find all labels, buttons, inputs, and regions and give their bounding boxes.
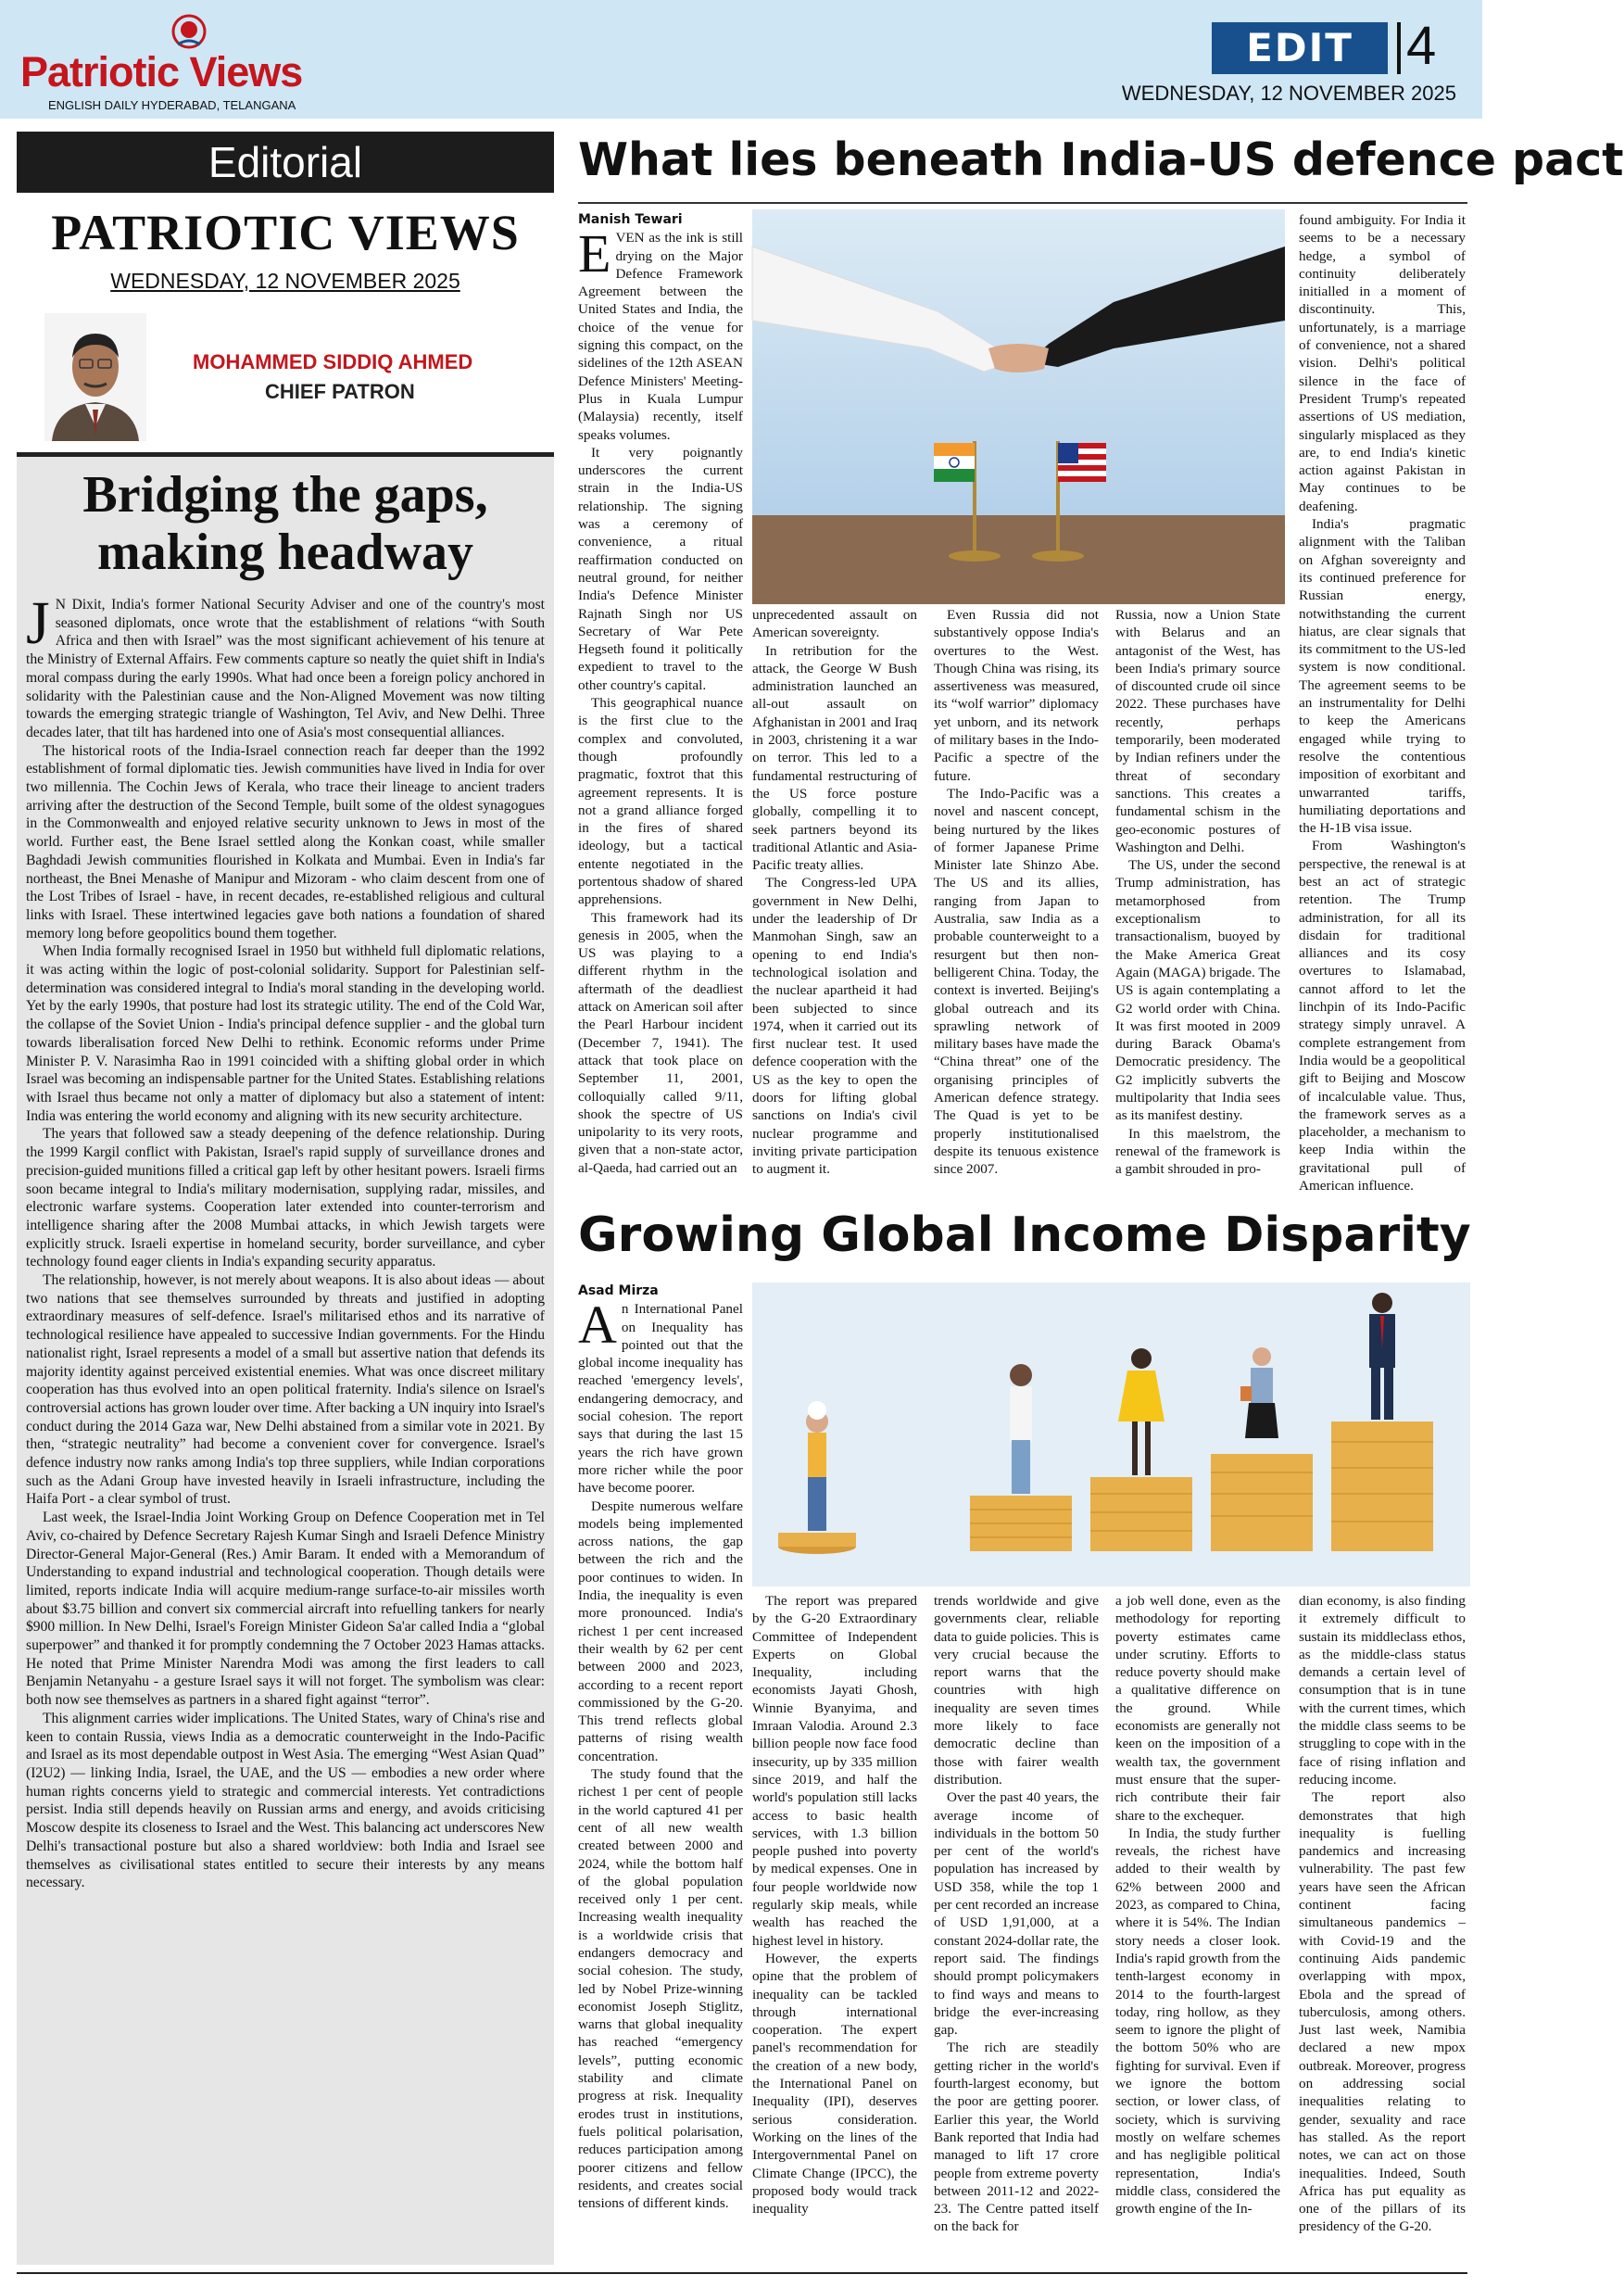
- article1-paragraph: Even Russia did not substantively oppose India's overtures to the West. Though China was rising, its assertiveness was measured, its “wolf warrior” diplomacy yet unborn, and its network of military bases in the Indo-Pacific a spectre of the future.: [934, 607, 1099, 784]
- article1-paragraph: India's pragmatic alignment with the Taliban on Afghan sovereignty and its continued preference for Russian energy, notwithstanding the current hiatus, are clear signals that its commitment to the US-led system is now conditional. The agreement seems to be an instrumentality for Delhi to keep the Americans engaged while trying to resolve the contentious imposition of exorbitant and unwarranted tariffs, humiliating deportations and the H-1B visa issue.: [1299, 516, 1466, 837]
- logo[interactable]: [20, 13, 326, 112]
- editorial-paragraph: Last week, the Israel-India Joint Working Group on Defence Cooperation met in Tel Aviv, co-chaired by Defence Secretary Rajesh Kumar Singh and Israeli Defence Ministry Director-General Major-General (Res.) Amir Baram. It ended with a Memorandum of Understanding to expand industrial and technological cooperation. Though details were limited, reports indicate India will acquire medium-range surface-to-air missiles worth about $3.75 billion and convert six commercial aircraft into refuelling tankers for nearly $900 million. In New Delhi, Israel's Foreign Minister Gideon Sa'ar called India a “global superpower” and thanked it for promptly condemning the 7 October 2023 Hamas attacks. He noted that Prime Minister Narendra Modi was among the first leaders to call Benjamin Netanyahu - a gesture Israel says it will not forget. The symbolism was clear: both now see themselves as partners in a shared fight against “terror”.: [26, 1510, 545, 1709]
- editorial-paragraph: This alignment carries wider implications. The United States, wary of China's rise and keen to contain Russia, views India as a democratic counterweight in the Indo-Pacific and Israel as its most dependable outpost in West Asia. The emerging “West Asian Quad” (I2U2) — linking India, Israel, the UAE, and the US — embodies a new order where human rights concerns yield to strategic and commercial interests. Yet contradictions persist. India still depends heavily on Russian arms and energy, and avoids criticising Moscow despite its closeness to Israel and the West. This balancing act underscores New Delhi's transactional posture but also a shared worldview: both India and Israel see themselves as civilisational states entitled to secure their interests by any means necessary.: [26, 1710, 545, 1891]
- article2-paragraph: a job well done, even as the methodology for reporting poverty estimates came under scrutiny. Efforts to reduce poverty should make a qualitative difference on the ground. While economists are generally not keen on the imposition of a wealth tax, the government must ensure that the super-rich contribute their fair share to the exchequer.: [1115, 1593, 1280, 1824]
- masthead: [0, 0, 1482, 119]
- article2-column-2: [752, 1592, 917, 2265]
- article2-paragraph: Over the past 40 years, the average income of individuals in the bottom 50 per cent of the world's population has increased by USD 358, while the top 1 per cent recorded an increase of USD 1,91,000, at a constant 2024-dollar rate, the report said. The findings should prompt policymakers to find ways and means to bridge the ever-increasing gap.: [934, 1789, 1099, 2039]
- dropcap: E: [578, 223, 611, 284]
- article2-column-4: [1115, 1592, 1280, 2265]
- article2-paragraph: Despite numerous welfare models being implemented across nations, the gap between the rich and the poor continues to widen. In India, the inequality is even more pronounced. India's richest 1 per cent increased their wealth by 62 per cent between 2000 and 2023, according to a recent report commissioned by the G-20. This trend reflects global patterns of rising wealth concentration.: [578, 1497, 743, 1764]
- patron-name: MOHAMMED SIDDIQ AHMED: [193, 350, 473, 373]
- logo-emblem-icon: [169, 13, 209, 50]
- income-disparity-illustration: [752, 1282, 1470, 1586]
- headline-divider: [578, 202, 1467, 204]
- patron-role: CHIEF PATRON: [265, 380, 415, 403]
- article1-paragraph: unprecedented assault on American sovereignty.: [752, 607, 917, 641]
- editorial-date: WEDNESDAY, 12 NOVEMBER 2025: [110, 269, 460, 293]
- section-divider: [1397, 22, 1401, 74]
- publication-name: PATRIOTIC VIEWS: [51, 205, 520, 260]
- article2-paragraph: trends worldwide and give governments clear, reliable data to guide policies. This is very crucial because the report warns that the countries with high inequality are seven times more likely to face democratic decline than those with fairer wealth distribution.: [934, 1593, 1099, 1788]
- article1-paragraph: In retribution for the attack, the George W Bush administration launched an all-out assault on Afghanistan in 2001 and Iraq in 2003, christening it a war on terror. This led to a fundamental restructuring of the US force posture globally, compelling it to seek partners beyond its traditional Atlantic and Asia-Pacific treaty allies.: [752, 642, 917, 874]
- article2-paragraph: An International Panel on Inequality has pointed out that the global income inequality has reached 'emergency levels', endangering democracy, and social cohesion. The report says that during the last 15 years the rich have grown more richer while the poor have become poorer.: [578, 1295, 743, 1497]
- masthead-date: WEDNESDAY, 12 NOVEMBER 2025: [1121, 82, 1456, 105]
- editorial-body: [26, 589, 545, 2264]
- article2-paragraph: dian economy, is also finding it extremely difficult to sustain its middleclass ethos, as the middle-class status demands a certain level of consumption that is in tune with the current times, which the middle class seems to be struggling to cope with in the face of rising inflation and reducing income.: [1299, 1593, 1466, 1788]
- article2-paragraph: The study found that the richest 1 per cent of people in the world captured 41 per cent of all new wealth created between 2000 and 2024, while the bottom half of the global population received only 1 per cent. Increasing wealth inequality is a worldwide crisis that endangers democracy and social cohesion. The study, led by Nobel Prize-winning economist Joseph Stiglitz, warns that global inequality has reached “emergency levels”, putting economic stability and climate progress at risk. Inequality erodes trust in institutions, fuels political polarisation, reduces participation among poorer citizens and fellow residents, and creates social tensions of different kinds.: [578, 1766, 743, 2212]
- article1-column-4: [1115, 606, 1280, 1199]
- editorial-paragraph: The years that followed saw a steady deepening of the defence relationship. During the 1999 Kargil conflict with Pakistan, Israel's rapid supply of surveillance drones and precision-guided munitions filled a critical gap left by other hesitant powers. Israeli firms soon became integral to India's military modernisation, supplying radar, missiles, and electronic warfare systems. Cooperation later extended into counter-terrorism and intelligence sharing after the 2008 Mumbai attacks, in which Jewish targets were explicitly struck. Israeli expertise in homeland security, border surveillance, and cyber technology found eager clients in India's expanding security apparatus.: [26, 1126, 545, 1270]
- article2-paragraph: The report was prepared by the G-20 Extraordinary Committee of Independent Experts on Global Inequality, including economists Jayati Ghosh, Winnie Byanyima, and Imraan Valodia. Around 2.3 billion people now face food insecurity, up by 335 million since 2019, and half the world's population still lacks access to basic health services, with 1.3 billion people pushed into poverty by medical expenses. One in four people worldwide now regularly skip meals, while wealth has reached the highest level in history.: [752, 1593, 917, 1949]
- article1-paragraph: From Washington's perspective, the renewal is at best an act of strategic retention. The Trump administration, for all its disdain for traditional alliances and its cosy overtures to Islamabad, cannot afford to let the linchpin of its Indo-Pacific strategy simply unravel. A complete estrangement from India would be a geopolitical gift to Beijing and Moscow of incalculable value. Thus, the framework serves as a placeholder, a mechanism to keep India within the gravitational pull of American influence.: [1299, 838, 1466, 1194]
- logo-title: Patriotic Views: [20, 48, 303, 95]
- page-number: 4: [1406, 16, 1437, 76]
- article1-paragraph: This framework had its genesis in 2005, when the US was playing to a different rhythm in the aftermath of the deadliest attack on American soil after the Pearl Harbour incident (December 7, 1941). The attack that took place on September 11, 2001, colloquially called 9/11, shook the spectre of US unipolarity to its very roots, given that a non-state actor, al-Qaeda, had carried out an: [578, 909, 743, 1176]
- article2-column-1: [578, 1282, 743, 2265]
- patron-photo: [44, 313, 146, 441]
- article1-paragraph: The Congress-led UPA government in New Delhi, under the leadership of Dr Manmohan Singh, saw an opening to end India's technological isolation and the nuclear apartheid it had been subjected to since 1974, when it carried out its first nuclear test. It used defence cooperation with the US as the key to open the doors for lifting global sanctions on India's civil nuclear programme and inviting private participation to augment it.: [752, 875, 917, 1178]
- article1-paragraph: Russia, now a Union State with Belarus and an antagonist of the West, has been India's primary source of discounted crude oil since 2022. These purchases have recently, perhaps temporarily, been moderated by Indian refiners under the threat of secondary sanctions. This creates a fundamental schism in the geo-economic postures of Washington and Delhi.: [1115, 607, 1280, 855]
- handshake-flags-image: [752, 209, 1285, 604]
- article1-byline: Manish Tewari: [578, 212, 683, 227]
- article1-paragraph: The Indo-Pacific was a novel and nascent concept, being nurtured by the likes of former Japanese Prime Minister late Shinzo Abe. The US and its allies, ranging from Japan to Australia, saw India as a probable counterweight to a resurgent but then non-belligerent China. Today, the context is inverted. Beijing's global outreach and its sprawling network of military bases have made the “China threat” one of the organising principles of American defence strategy. The Quad is yet to be properly institutionalised despite its tenuous existence since 2007.: [934, 785, 1099, 1178]
- article1-paragraph: found ambiguity. For India it seems to be a necessary hedge, a symbol of continuity deliberately initialled in a moment of discontinuity. This, unfortunately, is a marriage of convenience, not a shared vision. Delhi's political silence in the face of President Trump's repeated assertions of US mediation, singularly misplaced as they are, to end India's kinetic action against Pakistan in May continues to be deafening.: [1299, 212, 1466, 514]
- article1-paragraph: The US, under the second Trump administration, has metamorphosed from exceptionalism to transactionalism, buoyed by the Make America Great Again (MAGA) brigade. The US is again contemplating a G2 world order with China. It was first mooted in 2009 during Barack Obama's Democratic presidency. The G2 implicitly subverts the multipolarity that India sees as its manifest destiny.: [1115, 857, 1280, 1124]
- dropcap: J: [26, 589, 50, 657]
- article2-column-3: [934, 1592, 1099, 2265]
- editorial-paragraph: When India formally recognised Israel in 1950 but withheld full diplomatic relations, it was acting within the logic of post-colonial solidarity. Support for Palestinian self-determination was considered integral to India's moral standing in the developing world. Yet by the early 1990s, that posture had lost its strategic utility. The end of the Cold War, the collapse of the Soviet Union - India's principal defence supplier - and the global turn towards liberalisation forced New Delhi to rethink. Economic reforms under Prime Minister P. V. Narasimha Rao in 1991 coincided with a shifting global order in which Israel was becoming an indispensable partner for the United States. Establishing relations with Israel thus became not only a matter of diplomacy but also a statement of intent: India was entering the world economy and aligning with its new security architecture.: [26, 943, 545, 1124]
- editorial-paragraph: The relationship, however, is not merely about weapons. It is also about ideas — about two nations that see themselves surrounded by threats and justified in adopting extraordinary measures of self-defence. Israel's militarised ethos and its narrative of technological resilience have appealed to successive Indian governments. For the Hindu nationalist right, Israel represents a model of a small but assertive nation that defends its majority identity against perceived existential enemies. What was once discreet military cooperation has thus evolved into an open political fraternity. India's silence on Israel's controversial actions has grown louder over time. After backing a UN inquiry into Israel's conduct during the 2014 Gaza war, New Delhi abstained from a similar vote in 2021. By then, “strategic neutrality” had become a convenient cover for convergence. Israel's defence industry now ranks among India's top three suppliers, while Indian corporations such as the Adani Group have invested heavily in Israeli infrastructure, including the Haifa Port - a clear symbol of trust.: [26, 1272, 545, 1508]
- article2-paragraph: The rich are steadily getting richer in the world's fourth-largest economy, but the poor are getting poorer. Earlier this year, the World Bank reported that India had managed to lift 17 crore people from extreme poverty between 2011-12 and 2022-23. The Centre patted itself on the back for: [934, 2040, 1099, 2235]
- editorial-headline-line2: making headway: [96, 524, 474, 581]
- editorial-paragraph: J N Dixit, India's former National Security Adviser and one of the country's most seasoned diplomats, once wrote that the establishment of relations “with South Africa and then with Israel” was the most significant achievement of his tenure at the Ministry of External Affairs. Few comments capture so neatly the quiet shift in India's moral compass during the early 1990s. What had once been a foreign policy anchored in solidarity with the Palestinian cause and the Non-Aligned Movement was now tilting towards the emerging strategic triangle of Washington, Tel Aviv, and New Delhi. Three decades later, that tilt has hardened into one of Asia's most consequential alliances.: [26, 589, 545, 740]
- article1-headline[interactable]: What lies beneath India-US defence pact: [578, 133, 1624, 186]
- editorial-headline-line1: Bridging the gaps,: [82, 466, 488, 524]
- page-bottom-rule: [17, 2272, 1467, 2274]
- article1-column-1: [578, 211, 743, 1198]
- editorial-paragraph: The historical roots of the India-Israel connection reach far deeper than the 1992 establishment of formal diplomatic ties. Jewish communities have lived in India for over two millennia. The Cochin Jews of Kerala, who trace their lineage to ancient traders arriving after the destruction of the Second Temple, built some of the oldest synagogues in the Commonwealth and enjoyed relative security unknown to Jews in most of the world. Further east, the Bene Israel settled along the Konkan coast, while smaller Baghdadi Jewish communities flourished in Kolkata and Mumbai. Even in India's far northeast, the Bnei Menashe of Manipur and Mizoram - who claim descent from one of the Lost Tribes of Israel - have, in recent decades, re-established religious and cultural links with Israel. These intertwined legacies gave both nations a foundation of shared memory long before geopolitics bound them together.: [26, 742, 545, 941]
- article1-paragraph: EVEN as the ink is still drying on the Major Defence Framework Agreement between the United States and India, the choice of the venue for signing this compact, on the sidelines of the 12th ASEAN Defence Ministers' Meeting-Plus in Kuala Lumpur (Malaysia) recently, itself speaks volumes.: [578, 223, 743, 443]
- article2-byline: Asad Mirza: [578, 1283, 659, 1298]
- article1-paragraph: This geographical nuance is the first clue to the complex and convoluted, though profoundly pragmatic, foxtrot that this agreement represents. It is not a grand alliance forged in the fires of shared ideology, but a tactical entente negotiated in the portentous shadow of shared apprehensions.: [578, 695, 743, 908]
- section-label: EDIT: [1212, 22, 1388, 74]
- article2-paragraph: In India, the study further reveals, the richest have added to their wealth by 62% between 2000 and 2023, as compared to China, where it is 54%. The Indian story needs a closer look. India's rapid growth from the tenth-largest economy in 2014 to the fourth-largest today, ring hollow, as they seem to ignore the plight of the bottom 50% who are fighting for survival. Even if we ignore the bottom section, or lower class, of society, which is surviving mostly on welfare schemes and has negligible political representation, India's middle class, considered the growth engine of the In-: [1115, 1825, 1280, 2218]
- article2-paragraph: However, the experts opine that the problem of inequality can be tackled through international cooperation. The expert panel's recommendation for the creation of a new body, the International Panel on Inequality (IPI), deserves serious consideration. Working on the lines of the Intergovernmental Panel on Climate Change (IPCC), the proposed body would track inequality: [752, 1950, 917, 2218]
- editorial-headline: [17, 466, 554, 581]
- editorial-column: [17, 132, 554, 2265]
- article1-column-5: [1299, 211, 1466, 1199]
- article1-paragraph: It very poignantly underscores the current strain in the India-US relationship. The signing was a ceremony of convenience, a ritual reaffirmation conducted on neutral ground, for neither India's Defence Minister Rajnath Singh nor US Secretary of War Pete Hegseth found it politically expedient to travel to the other country's capital.: [578, 444, 743, 693]
- article1-paragraph: In this maelstrom, the renewal of the framework is a gambit shrouded in pro-: [1115, 1125, 1280, 1178]
- article2-paragraph: The report also demonstrates that high inequality is fuelling pandemics and increasing vulnerability. The past few years have seen the African continent facing simultaneous pandemics – with Covid-19 and the continuing Aids pandemic overlapping with mpox, Ebola and the spread of tuberculosis, among others. Just last week, Namibia declared a new mpox outbreak. Moreover, progress on addressing social inequalities relating to gender, sexuality and race has stalled. As the report notes, we can act on those inequalities. Indeed, South Africa has put equality as one of the pillars of its presidency of the G-20.: [1299, 1789, 1466, 2235]
- editorial-article: [17, 452, 554, 2265]
- editorial-banner: Editorial: [17, 132, 554, 193]
- article1-column-3: [934, 606, 1099, 1199]
- article2-column-5: [1299, 1592, 1466, 2265]
- logo-subtitle: ENGLISH DAILY HYDERABAD, TELANGANA: [48, 98, 296, 112]
- article1-column-2: [752, 606, 917, 1199]
- article2-headline[interactable]: Growing Global Income Disparity: [578, 1207, 1471, 1263]
- dropcap: A: [578, 1295, 617, 1356]
